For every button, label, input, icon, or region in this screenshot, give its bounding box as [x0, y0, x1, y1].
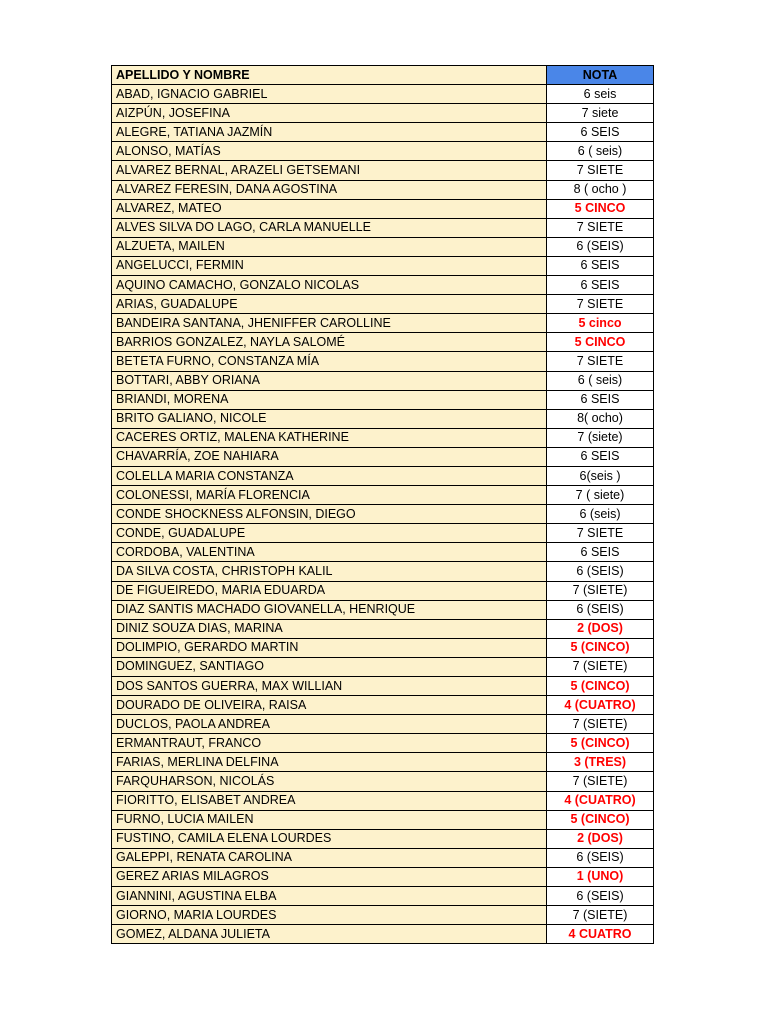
- grade-cell[interactable]: 5 (CINCO): [547, 810, 654, 829]
- table-row: [112, 428, 654, 447]
- student-name-cell[interactable]: FUSTINO, CAMILA ELENA LOURDES: [112, 829, 547, 848]
- grade-cell[interactable]: 7 (SIETE): [547, 772, 654, 791]
- student-name-cell[interactable]: GIANNINI, AGUSTINA ELBA: [112, 887, 547, 906]
- grade-cell[interactable]: 6 SEIS: [547, 447, 654, 466]
- student-name-cell[interactable]: ALVAREZ BERNAL, ARAZELI GETSEMANI: [112, 161, 547, 180]
- table-row: [112, 696, 654, 715]
- grade-cell[interactable]: 6 SEIS: [547, 123, 654, 142]
- grades-table: [111, 65, 654, 944]
- table-row: [112, 657, 654, 676]
- student-name-cell[interactable]: BOTTARI, ABBY ORIANA: [112, 371, 547, 390]
- table-row: [112, 333, 654, 352]
- table-row: [112, 524, 654, 543]
- grade-cell[interactable]: 7 (SIETE): [547, 906, 654, 925]
- grade-cell[interactable]: 6 SEIS: [547, 256, 654, 275]
- grade-cell[interactable]: 5 CINCO: [547, 199, 654, 218]
- student-name-cell[interactable]: GALEPPI, RENATA CAROLINA: [112, 848, 547, 867]
- student-name-cell[interactable]: ANGELUCCI, FERMIN: [112, 256, 547, 275]
- grade-cell[interactable]: 7 SIETE: [547, 218, 654, 237]
- table-row: [112, 180, 654, 199]
- table-row: [112, 810, 654, 829]
- grade-cell[interactable]: 7 (SIETE): [547, 581, 654, 600]
- header-name-cell[interactable]: APELLIDO Y NOMBRE: [112, 66, 547, 85]
- table-row: [112, 677, 654, 696]
- student-name-cell[interactable]: ALVAREZ, MATEO: [112, 199, 547, 218]
- student-name-cell[interactable]: ERMANTRAUT, FRANCO: [112, 734, 547, 753]
- student-name-cell[interactable]: DOS SANTOS GUERRA, MAX WILLIAN: [112, 677, 547, 696]
- table-row: [112, 543, 654, 562]
- student-name-cell[interactable]: GOMEZ, ALDANA JULIETA: [112, 925, 547, 944]
- table-row: [112, 638, 654, 657]
- grade-cell[interactable]: 7 (SIETE): [547, 657, 654, 676]
- grade-cell[interactable]: 6 (SEIS): [547, 848, 654, 867]
- student-name-cell[interactable]: ALONSO, MATÍAS: [112, 142, 547, 161]
- student-name-cell[interactable]: ALVES SILVA DO LAGO, CARLA MANUELLE: [112, 218, 547, 237]
- student-name-cell[interactable]: ALZUETA, MAILEN: [112, 237, 547, 256]
- grade-cell[interactable]: 4 CUATRO: [547, 925, 654, 944]
- student-name-cell[interactable]: BANDEIRA SANTANA, JHENIFFER CAROLLINE: [112, 314, 547, 333]
- grade-cell[interactable]: 6 (SEIS): [547, 237, 654, 256]
- table-row: [112, 104, 654, 123]
- grade-cell[interactable]: 2 (DOS): [547, 619, 654, 638]
- student-name-cell[interactable]: ARIAS, GUADALUPE: [112, 295, 547, 314]
- grade-cell[interactable]: 8( ocho): [547, 409, 654, 428]
- table-row: [112, 390, 654, 409]
- grade-cell[interactable]: 5 CINCO: [547, 333, 654, 352]
- grade-cell[interactable]: 6(seis ): [547, 466, 654, 485]
- table-row: [112, 295, 654, 314]
- student-name-cell[interactable]: AIZPÚN, JOSEFINA: [112, 104, 547, 123]
- student-name-cell[interactable]: DOURADO DE OLIVEIRA, RAISA: [112, 696, 547, 715]
- grade-cell[interactable]: 7 (SIETE): [547, 715, 654, 734]
- table-row: [112, 123, 654, 142]
- student-name-cell[interactable]: CONDE SHOCKNESS ALFONSIN, DIEGO: [112, 505, 547, 524]
- grade-cell[interactable]: 2 (DOS): [547, 829, 654, 848]
- table-row: [112, 218, 654, 237]
- grade-cell[interactable]: 7 SIETE: [547, 295, 654, 314]
- grade-cell[interactable]: 6 SEIS: [547, 390, 654, 409]
- table-row: [112, 925, 654, 944]
- student-name-cell[interactable]: CACERES ORTIZ, MALENA KATHERINE: [112, 428, 547, 447]
- grade-cell[interactable]: 6 (SEIS): [547, 887, 654, 906]
- student-name-cell[interactable]: ABAD, IGNACIO GABRIEL: [112, 85, 547, 104]
- table-row: [112, 887, 654, 906]
- grade-cell[interactable]: 7 (siete): [547, 428, 654, 447]
- table-row: [112, 848, 654, 867]
- student-name-cell[interactable]: CHAVARRÍA, ZOE NAHIARA: [112, 447, 547, 466]
- table-row: [112, 505, 654, 524]
- student-name-cell[interactable]: FIORITTO, ELISABET ANDREA: [112, 791, 547, 810]
- grade-cell[interactable]: 7 SIETE: [547, 352, 654, 371]
- student-name-cell[interactable]: DINIZ SOUZA DIAS, MARINA: [112, 619, 547, 638]
- table-row: [112, 256, 654, 275]
- table-row: [112, 906, 654, 925]
- table-row: [112, 276, 654, 295]
- student-name-cell[interactable]: COLELLA MARIA CONSTANZA: [112, 466, 547, 485]
- grade-cell[interactable]: 3 (TRES): [547, 753, 654, 772]
- table-row: [112, 734, 654, 753]
- table-row: [112, 314, 654, 333]
- table-row: [112, 829, 654, 848]
- table-row: [112, 85, 654, 104]
- grade-cell[interactable]: 4 (CUATRO): [547, 791, 654, 810]
- student-name-cell[interactable]: DIAZ SANTIS MACHADO GIOVANELLA, HENRIQUE: [112, 600, 547, 619]
- student-name-cell[interactable]: ALEGRE, TATIANA JAZMÍN: [112, 123, 547, 142]
- student-name-cell[interactable]: CORDOBA, VALENTINA: [112, 543, 547, 562]
- student-name-cell[interactable]: AQUINO CAMACHO, GONZALO NICOLAS: [112, 276, 547, 295]
- table-row: [112, 161, 654, 180]
- table-row: [112, 142, 654, 161]
- grade-cell[interactable]: 5 (CINCO): [547, 734, 654, 753]
- grade-cell[interactable]: 8 ( ocho ): [547, 180, 654, 199]
- student-name-cell[interactable]: BRITO GALIANO, NICOLE: [112, 409, 547, 428]
- student-name-cell[interactable]: BETETA FURNO, CONSTANZA MÍA: [112, 352, 547, 371]
- grade-cell[interactable]: 7 SIETE: [547, 524, 654, 543]
- table-row: [112, 619, 654, 638]
- table-row: [112, 447, 654, 466]
- table-row: [112, 867, 654, 886]
- table-row: [112, 409, 654, 428]
- student-name-cell[interactable]: DUCLOS, PAOLA ANDREA: [112, 715, 547, 734]
- student-name-cell[interactable]: DA SILVA COSTA, CHRISTOPH KALIL: [112, 562, 547, 581]
- grade-cell[interactable]: 6 (seis): [547, 505, 654, 524]
- grade-cell[interactable]: 1 (UNO): [547, 867, 654, 886]
- student-name-cell[interactable]: ALVAREZ FERESIN, DANA AGOSTINA: [112, 180, 547, 199]
- student-name-cell[interactable]: FURNO, LUCIA MAILEN: [112, 810, 547, 829]
- grade-cell[interactable]: 5 (CINCO): [547, 677, 654, 696]
- grade-cell[interactable]: 5 cinco: [547, 314, 654, 333]
- table-body: [112, 85, 654, 944]
- grade-cell[interactable]: 5 (CINCO): [547, 638, 654, 657]
- grade-cell[interactable]: 6 (SEIS): [547, 562, 654, 581]
- header-grade-cell[interactable]: NOTA: [547, 66, 654, 85]
- grade-cell[interactable]: 6 (SEIS): [547, 600, 654, 619]
- grade-cell[interactable]: 7 SIETE: [547, 161, 654, 180]
- student-name-cell[interactable]: BARRIOS GONZALEZ, NAYLA SALOMÉ: [112, 333, 547, 352]
- grade-cell[interactable]: 7 siete: [547, 104, 654, 123]
- student-name-cell[interactable]: CONDE, GUADALUPE: [112, 524, 547, 543]
- student-name-cell[interactable]: DE FIGUEIREDO, MARIA EDUARDA: [112, 581, 547, 600]
- table-row: [112, 371, 654, 390]
- header-row: [112, 66, 654, 85]
- table-row: [112, 466, 654, 485]
- student-name-cell[interactable]: GEREZ ARIAS MILAGROS: [112, 867, 547, 886]
- table-row: [112, 352, 654, 371]
- table-row: [112, 581, 654, 600]
- grade-cell[interactable]: 6 SEIS: [547, 543, 654, 562]
- grade-cell[interactable]: 4 (CUATRO): [547, 696, 654, 715]
- grade-cell[interactable]: 6 ( seis): [547, 371, 654, 390]
- grade-cell[interactable]: 6 SEIS: [547, 276, 654, 295]
- table-row: [112, 753, 654, 772]
- table-row: [112, 600, 654, 619]
- grade-cell[interactable]: 7 ( siete): [547, 486, 654, 505]
- table-row: [112, 562, 654, 581]
- student-name-cell[interactable]: FARQUHARSON, NICOLÁS: [112, 772, 547, 791]
- table-row: [112, 486, 654, 505]
- student-name-cell[interactable]: GIORNO, MARIA LOURDES: [112, 906, 547, 925]
- student-name-cell[interactable]: FARIAS, MERLINA DELFINA: [112, 753, 547, 772]
- table-row: [112, 237, 654, 256]
- table-row: [112, 199, 654, 218]
- student-name-cell[interactable]: BRIANDI, MORENA: [112, 390, 547, 409]
- student-name-cell[interactable]: DOMINGUEZ, SANTIAGO: [112, 657, 547, 676]
- table-row: [112, 772, 654, 791]
- grade-cell[interactable]: 6 ( seis): [547, 142, 654, 161]
- student-name-cell[interactable]: COLONESSI, MARÍA FLORENCIA: [112, 486, 547, 505]
- table-row: [112, 715, 654, 734]
- grade-cell[interactable]: 6 seis: [547, 85, 654, 104]
- table-row: [112, 791, 654, 810]
- student-name-cell[interactable]: DOLIMPIO, GERARDO MARTIN: [112, 638, 547, 657]
